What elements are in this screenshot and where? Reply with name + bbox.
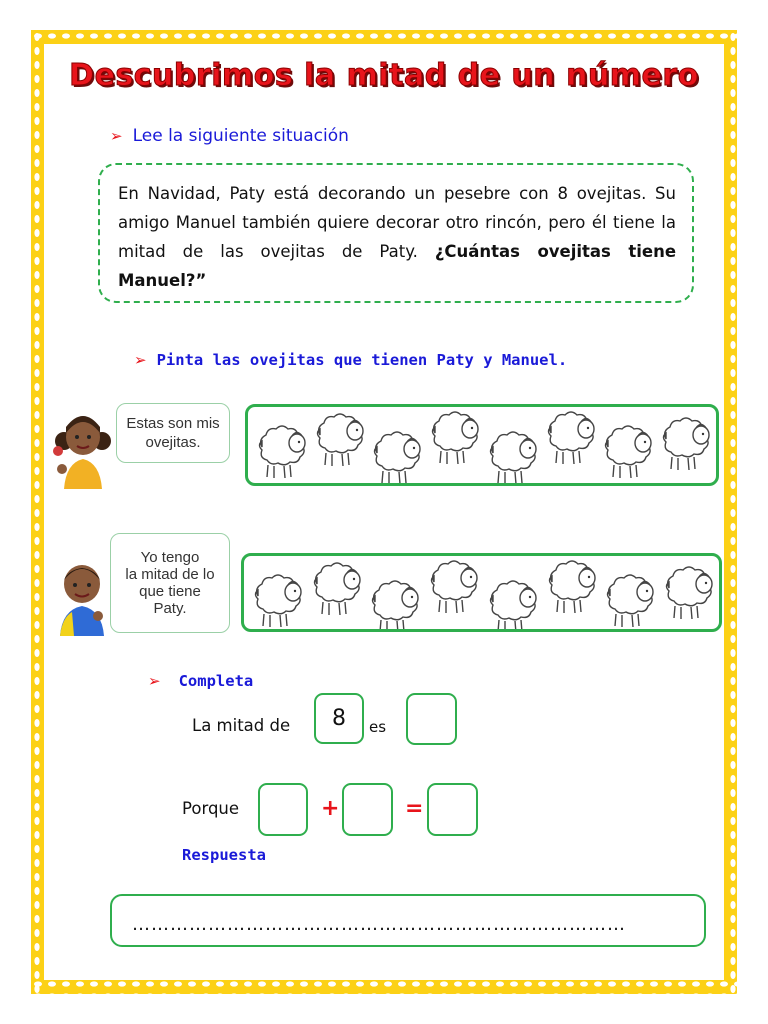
manuel-sheep-icon[interactable] [424,556,482,620]
manuel-sheep-icon[interactable] [483,576,541,632]
paty-sheep-icon[interactable] [367,427,425,486]
page-title: Descubrimos la mitad de un número [69,58,699,93]
manuel-bubble-line: que tiene [139,583,201,600]
manuel-speech-bubble [110,533,230,633]
completa-label: Completa [178,672,254,690]
respuesta-label: Respuesta [182,846,266,864]
answer-dots: …………………………………………………………………… [132,914,626,935]
sum-box[interactable] [427,783,478,836]
instruction-paint-text: Pinta las ovejitas que tienen Paty y Manuel. [156,351,568,369]
mitad-answer-box[interactable] [406,693,457,745]
paty-girl-icon [52,407,114,489]
paty-bubble-line: Estas son mis [126,415,220,432]
story-box [98,163,694,303]
arrow-bullet-icon: ➢ [110,127,123,145]
paty-sheep-icon[interactable] [425,407,483,471]
manuel-boy-icon [52,558,112,636]
instruction-read-text: Lee la siguiente situación [132,126,349,146]
manuel-sheep-icon[interactable] [365,576,423,632]
paty-sheep-icon[interactable] [483,427,541,486]
paty-speech-bubble [116,403,230,463]
paty-sheep-icon[interactable] [656,413,714,477]
instruction-complete [148,671,253,691]
plus-sign: + [321,796,340,821]
paty-sheep-box[interactable] [245,404,719,486]
manuel-bubble-line: Paty. [153,600,187,617]
es-text: es [369,718,387,736]
paty-bubble-line: ovejitas. [145,434,201,451]
instruction-paint [134,350,567,370]
story-question: ¿Cuántas ovejitas tiene Manuel?” [118,242,677,290]
paty-sheep-icon[interactable] [310,409,368,473]
arrow-bullet-icon: ➢ [134,351,147,369]
instruction-read [110,126,349,146]
paty-sheep-icon[interactable] [541,407,599,471]
manuel-sheep-box[interactable] [241,553,722,632]
manuel-sheep-icon[interactable] [542,556,600,620]
addend1-box[interactable] [258,783,308,836]
manuel-bubble-line: la mitad de lo [125,566,215,583]
porque-text: Porque [182,799,240,818]
manuel-sheep-icon[interactable] [307,558,365,622]
answer-box[interactable] [110,894,706,947]
addend2-box[interactable] [342,783,393,836]
equals-sign: = [405,796,424,821]
mitad-text: La mitad de [192,716,291,735]
paty-sheep-icon[interactable] [598,421,656,485]
mitad-number: 8 [332,706,346,731]
paty-sheep-icon[interactable] [252,421,310,485]
manuel-sheep-icon[interactable] [248,570,306,632]
manuel-sheep-icon[interactable] [659,562,717,626]
arrow-bullet-icon: ➢ [148,672,161,690]
story-text: En Navidad, Paty está decorando un pesebre con 8 ovejitas. Su amigo Manuel también quiere decorar otro rincón, pero él tiene la mitad de las ovejitas de Paty. [118,184,676,261]
manuel-sheep-icon[interactable] [600,570,658,632]
mitad-number-box [314,693,364,744]
manuel-bubble-line: Yo tengo [140,549,200,566]
